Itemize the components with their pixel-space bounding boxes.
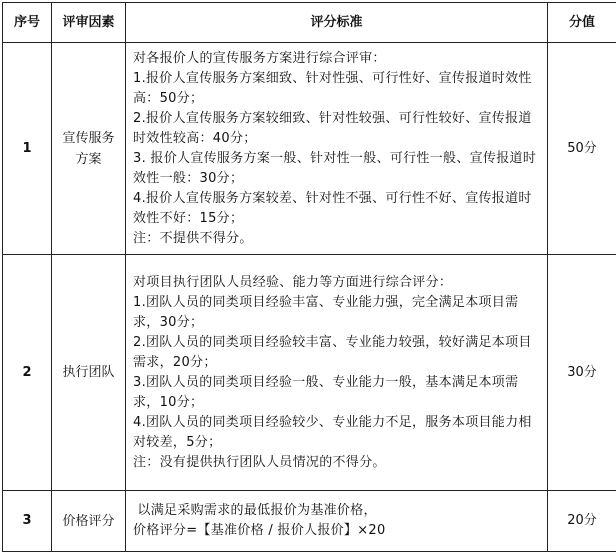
row-factor-label: 价格评分: [62, 513, 115, 529]
row-standard: [126, 491, 548, 552]
row-factor-label: 宣传服务方案: [62, 130, 115, 167]
standard-line: 注：不提供不得分。: [133, 230, 253, 246]
table-row: [3, 491, 616, 552]
standard-line: 4.团队人员的同类项目经验较少、专业能力不足，服务本项目能力相对较差，5分；: [133, 414, 532, 450]
row-score: 50分: [548, 43, 616, 255]
standard-line: 2.团队人员的同类项目经验较丰富、专业能力较强，较好满足本项目需求，20分；: [133, 334, 532, 370]
standard-line: 对各报价人的宣传服务方案进行综合评审：: [133, 50, 386, 66]
row-factor: [52, 255, 126, 491]
standard-line: 1.团队人员的同类项目经验丰富、专业能力强，完全满足本项目需求，30分；: [133, 294, 519, 330]
row-no: 3: [3, 491, 52, 552]
standard-line: 对项目执行团队人员经验、能力等方面进行综合评分：: [133, 274, 453, 290]
table-header-row: [3, 3, 616, 43]
standard-line: 注：没有提供执行团队人员情况的不得分。: [133, 454, 386, 470]
standard-line: 3. 报价人宣传服务方案一般、针对性一般、可行性一般、宣传报道时效性一般：30分；: [133, 150, 537, 186]
table-row: [3, 43, 616, 255]
header-factor: 评审因素: [52, 3, 126, 43]
row-standard: [126, 255, 548, 491]
row-no: 2: [3, 255, 52, 491]
scoring-table: [2, 2, 616, 552]
row-factor: [52, 491, 126, 552]
standard-line: 4.报价人宣传服务方案较差、针对性不强、可行性不好、宣传报道时效性不好：15分；: [133, 190, 532, 226]
standard-line: 价格评分=【基准价格 / 报价人报价】×20: [133, 523, 386, 538]
header-standard: 评分标准: [126, 3, 548, 43]
row-factor-label: 执行团队: [62, 365, 115, 380]
standard-line: 1.报价人宣传服务方案细致、针对性强、可行性好、宣传报道时效性高：50分；: [133, 70, 532, 106]
standard-line: 2.报价人宣传服务方案较细致、针对性较强、可行性较好、宣传报道时效性较高：40分；: [133, 110, 532, 146]
row-no: 1: [3, 43, 52, 255]
header-no: 序号: [3, 3, 52, 43]
row-standard: [126, 43, 548, 255]
table-row: [3, 255, 616, 491]
standard-line: 以满足采购需求的最低报价为基准价格，: [133, 503, 377, 518]
header-score: 分值: [548, 3, 616, 43]
row-score: 20分: [548, 491, 616, 552]
row-score: 30分: [548, 255, 616, 491]
standard-line: 3.团队人员的同类项目经验一般、专业能力一般，基本满足本项需求，10分；: [133, 374, 519, 410]
row-factor: [52, 43, 126, 255]
